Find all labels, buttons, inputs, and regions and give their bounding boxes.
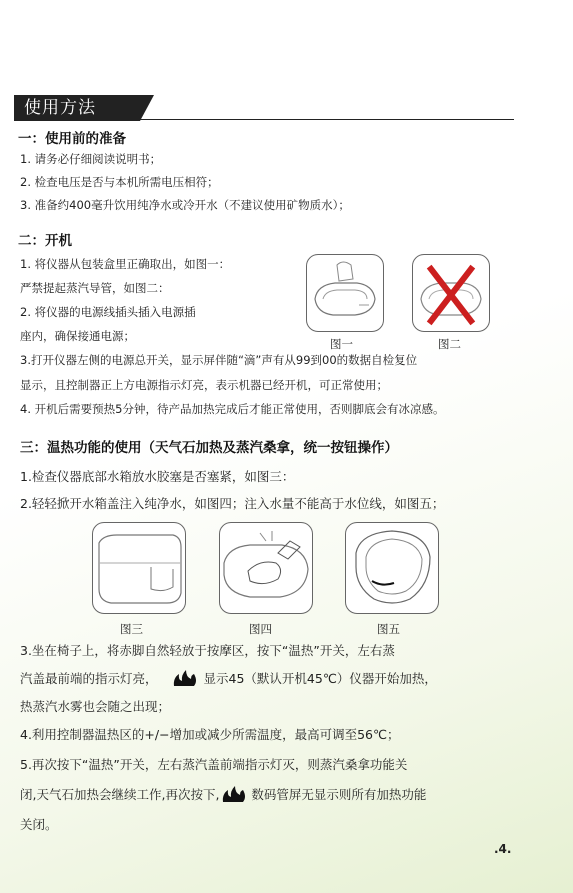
figure-1-caption: 图一 [330,337,353,351]
page-number: .4. [494,842,512,856]
section2-line-4: 座内，确保接通电源； [20,329,135,343]
section1-line-1: 1. 请务必仔细阅读说明书； [20,152,162,166]
section2-line-5: 3.打开仪器左侧的电源总开关，显示屏伴随“滴”声有从99到00的数据自检复位 [20,353,418,367]
fill-water-icon [220,523,312,613]
section3-line-9: 关闭。 [20,817,58,832]
section3-line-8-row [20,785,426,803]
section3-line-2: 2.轻轻掀开水箱盖注入纯净水，如图四；注入水量不能高于水位线，如图五； [20,496,445,511]
section2-line-3: 2. 将仪器的电源线插头插入电源插 [20,305,196,319]
figure-1-image [306,254,384,332]
section3-line-1: 1.检查仪器底部水箱放水胶塞是否塞紧，如图三： [20,469,295,484]
section3-line-5: 热蒸汽水雾也会随之出现； [20,699,171,714]
figure-4-image [219,522,313,614]
figure-5-caption: 图五 [377,622,400,636]
prohibited-cross-icon [413,255,489,331]
title-underline [14,119,514,120]
heat-flame-icon-2 [221,785,247,803]
section3-line-8: 闭,天气石加热会继续工作,再次按下, [20,787,220,802]
section3-line-4b: 显示45（默认开机45℃）仪器开始加热， [203,671,437,686]
figure-4-caption: 图四 [249,622,272,636]
page-title: 使用方法 [24,98,96,118]
figure-3-image [92,522,186,614]
section3-line-6: 4.利用控制器温热区的+/−增加或减少所需温度，最高可调至56℃； [20,727,400,742]
section2-line-1: 1. 将仪器从包装盒里正确取出，如图一： [20,257,231,271]
section3-line-4: 汽盖最前端的指示灯亮， [20,671,158,686]
figure-2-image [412,254,490,332]
heat-flame-icon [172,669,198,687]
section2-line-2: 严禁提起蒸汽导管，如图二： [20,281,170,295]
section3-line-4-row [20,669,437,687]
section1-heading: 一：使用前的准备 [18,131,126,147]
section1-line-2: 2. 检查电压是否与本机所需电压相符； [20,175,219,189]
figure-2-caption: 图二 [438,337,461,351]
section2-heading: 二：开机 [18,233,72,249]
section2-line-7: 4. 开机后需要预热5分钟，待产品加热完成后才能正常使用，否则脚底会有冰凉感。 [20,402,445,416]
foot-spa-lifted-icon [307,255,383,331]
drain-plug-icon [93,523,185,613]
section3-line-3: 3.坐在椅子上，将赤脚自然轻放于按摩区，按下“温热”开关，左右蒸 [20,643,395,658]
section3-line-8b: 数码管屏无显示则所有加热功能 [251,787,427,802]
water-level-icon [346,523,438,613]
section2-line-6: 显示，且控制器正上方电源指示灯亮，表示机器已经开机，可正常使用； [20,378,388,392]
section3-line-7: 5.再次按下“温热”开关，左右蒸汽盖前端指示灯灭，则蒸汽桑拿功能关 [20,757,408,772]
figure-3-caption: 图三 [120,622,143,636]
section3-heading: 三：温热功能的使用（天气石加热及蒸汽桑拿，统一按钮操作） [20,440,398,456]
section1-line-3: 3. 准备约400毫升饮用纯净水或冷开水（不建议使用矿物质水）； [20,198,350,212]
figure-5-image [345,522,439,614]
